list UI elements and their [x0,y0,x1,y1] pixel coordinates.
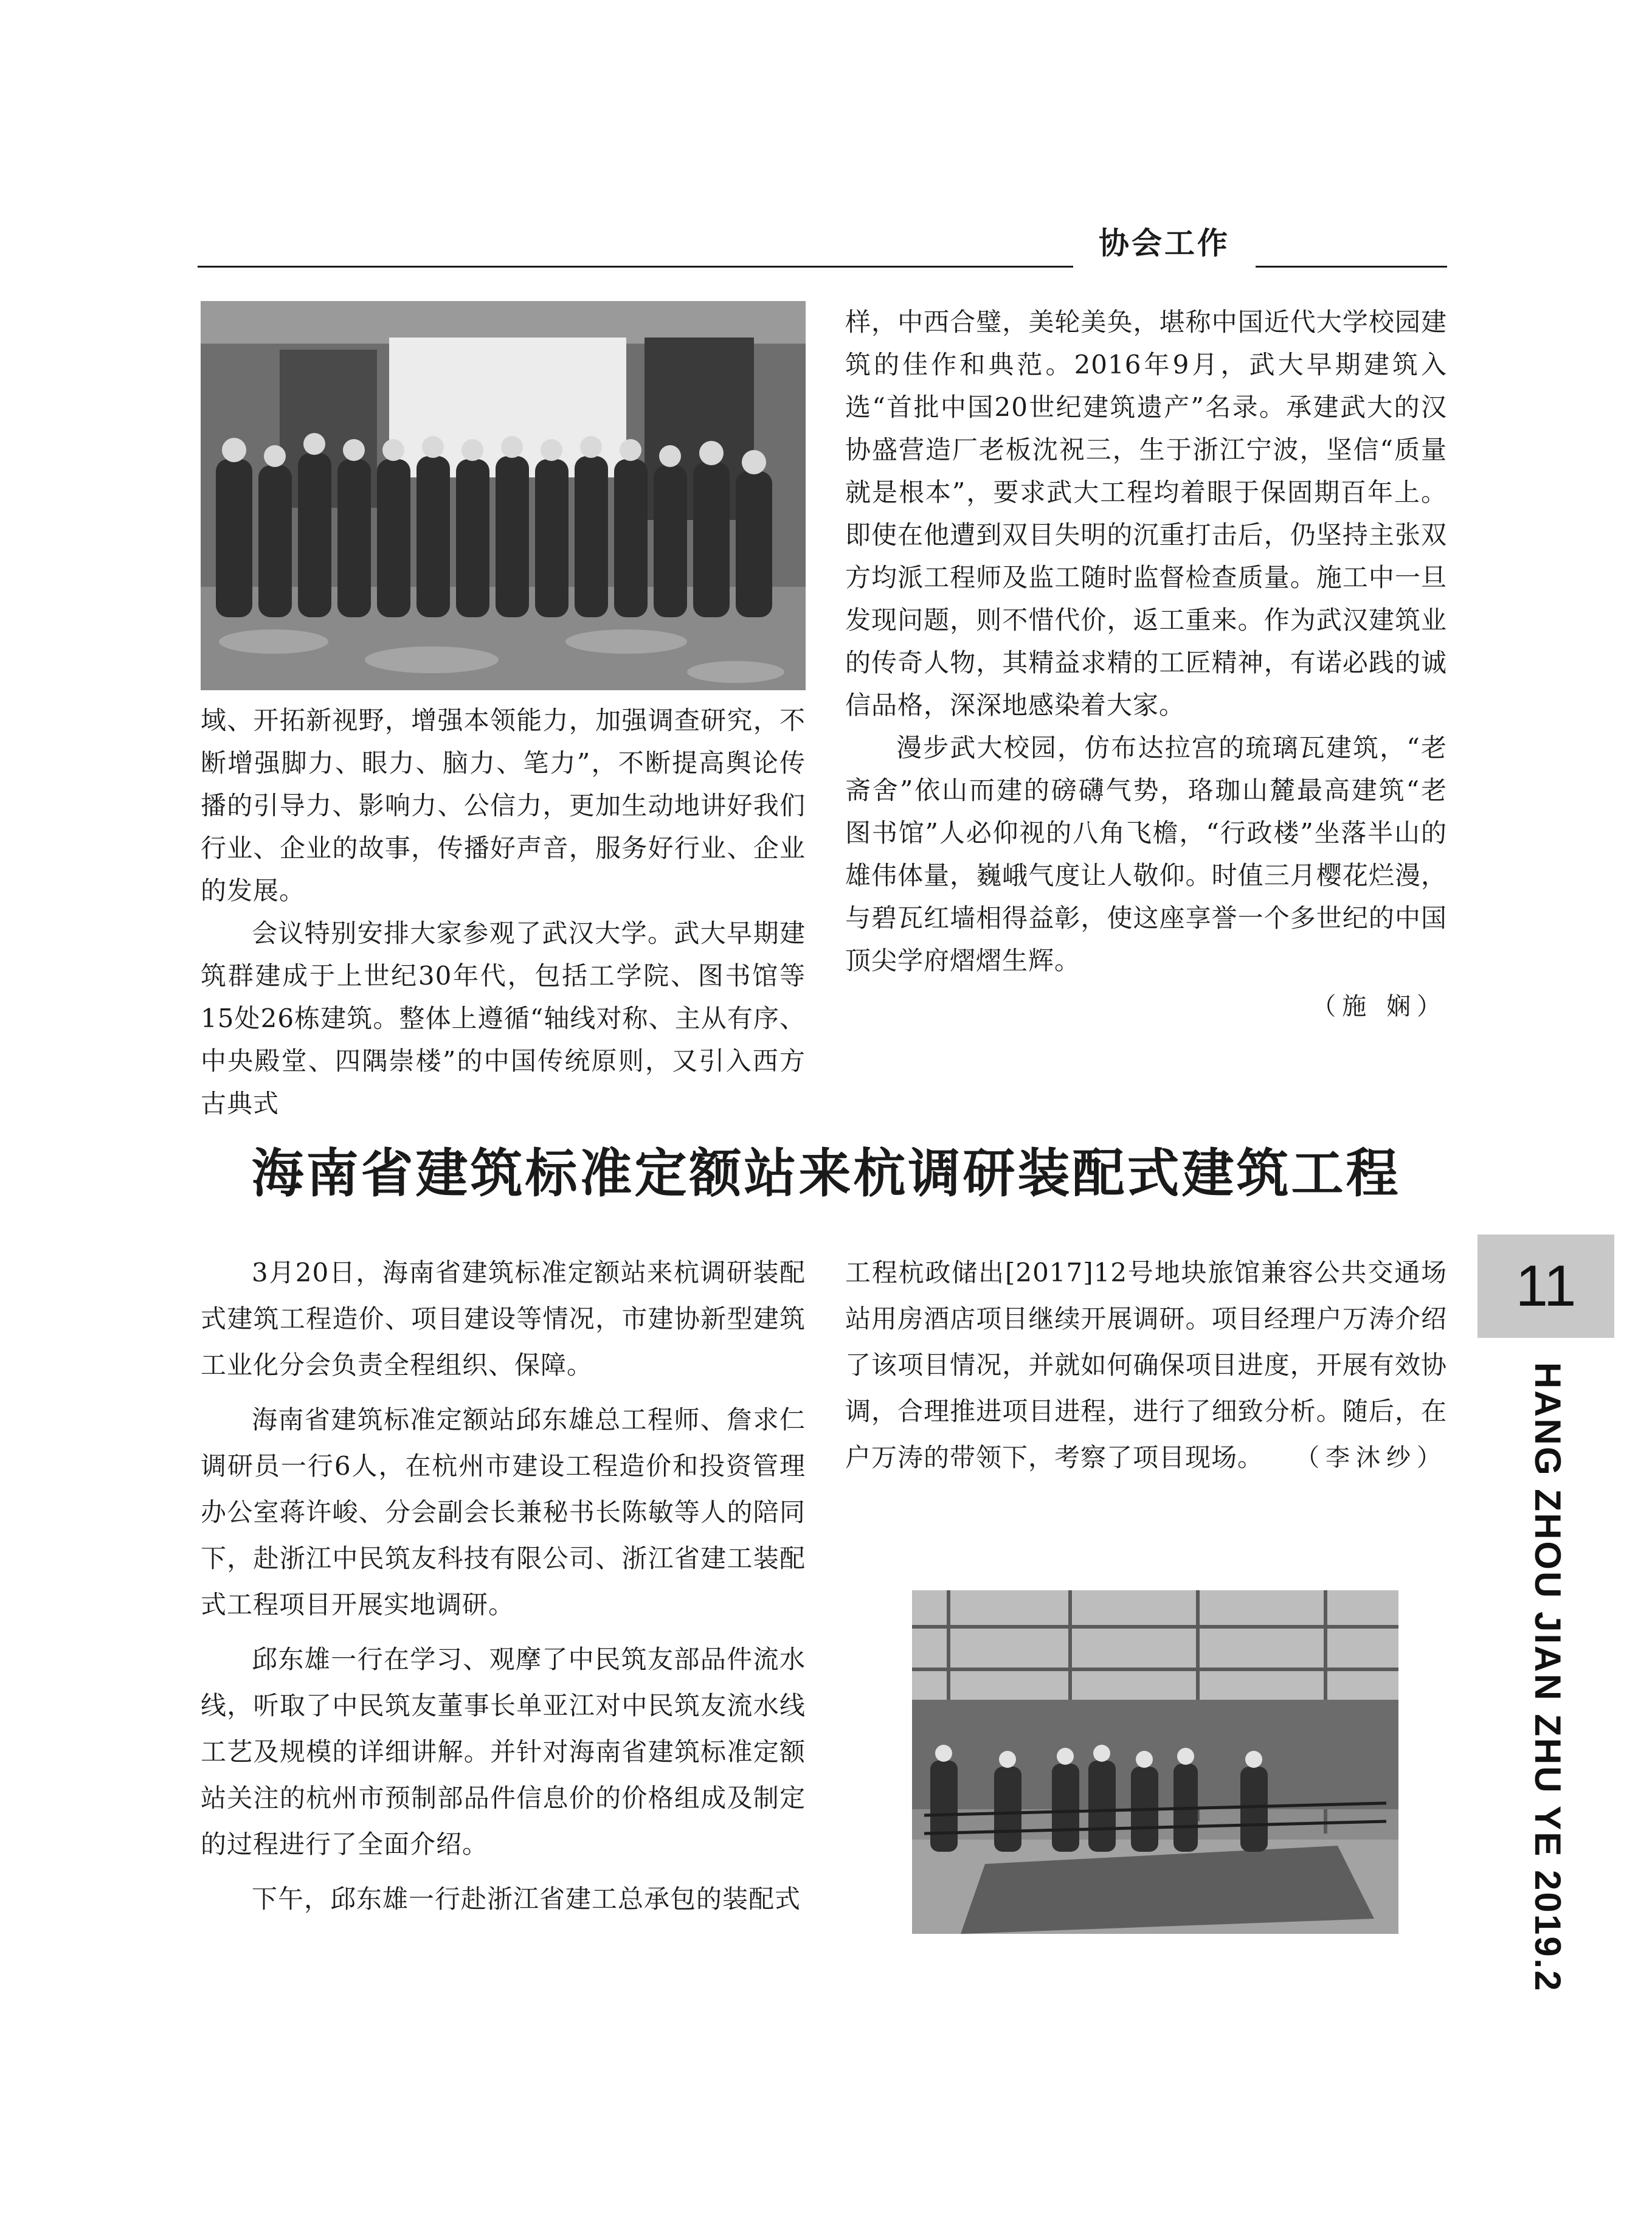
article2-paragraph: 工程杭政储出[2017]12号地块旅馆兼容公共交通场站用房酒店项目继续开展调研。项目经理户万涛介绍了该项目情况，并就如何确保项目进度，开展有效协调，合理推进项目进程，进行了细致分析。随后，在户万涛的带领下，考察了项目现场。 [845,1258,1447,1472]
article2-paragraph: 下午，邱东雄一行赴浙江省建工总承包的装配式 [252,1884,801,1914]
page-number: 11 [1477,1235,1614,1338]
header-rule-right [1256,266,1447,268]
article2-left-column [201,1250,806,1922]
group-photo [201,301,806,690]
factory-photo [912,1590,1398,1934]
article2-headline: 海南省建筑标准定额站来杭调研装配式建筑工程 [251,1143,1401,1204]
article1-left-column [201,699,806,1125]
article2-paragraph: 海南省建筑标准定额站邱东雄总工程师、詹求仁调研员一行6人，在杭州市建设工程造价和投资管理办公室蒋许峻、分会副会长兼秘书长陈敏等人的陪同下，赴浙江中民筑友科技有限公司、浙江省建工装配式工程项目开展实地调研。 [201,1405,806,1619]
article1-paragraph: 域、开拓新视野，增强本领能力，加强调查研究，不断增强脚力、眼力、脑力、笔力”，不断提高舆论传播的引导力、影响力、公信力，更加生动地讲好我们行业、企业的故事，传播好声音，服务好行业、企业的发展。 [201,705,806,906]
article2-paragraph: 3月20日，海南省建筑标准定额站来杭调研装配式建筑工程造价、项目建设等情况，市建协新型建筑工业化分会负责全程组织、保障。 [201,1258,806,1380]
header-rule-left [198,266,1073,268]
section-label: 协会工作 [1099,226,1230,261]
article2-byline: （李沐纱） [1295,1444,1447,1472]
article1-paragraph: 样，中西合璧，美轮美奂，堪称中国近代大学校园建筑的佳作和典范。2016年9月，武大早期建筑入选“首批中国20世纪建筑遗产”名录。承建武大的汉协盛营造厂老板沈祝三，生于浙江宁波，坚信“质量就是根本”，要求武大工程均着眼于保固期百年上。即使在他遭到双目失明的沉重打击后，仍坚持主张双方均派工程师及监工随时监督检查质量。施工中一旦发现问题，则不惜代价，返工重来。作为武汉建筑业的传奇人物，其精益求精的工匠精神，有诺必践的诚信品格，深深地感染着大家。 [845,307,1447,720]
article1-byline: （施 娴） [1312,992,1447,1020]
article1-paragraph: 漫步武大校园，仿布达拉宫的琉璃瓦建筑，“老斋舍”依山而建的磅礴气势，珞珈山麓最高建筑“老图书馆”人必仰视的八角飞檐，“行政楼”坐落半山的雄伟体量，巍峨气度让人敬仰。时值三月樱花烂漫，与碧瓦红墙相得益彰，使这座享誉一个多世纪的中国顶尖学府熠熠生辉。 [845,733,1447,975]
article2-right-column [845,1250,1447,1481]
publication-title: HANG ZHOU JIAN ZHU YE 2019.2 [1527,1362,1568,1993]
article1-right-column [845,301,1447,1022]
article1-paragraph: 会议特别安排大家参观了武汉大学。武大早期建筑群建成于上世纪30年代，包括工学院、图书馆等15处26栋建筑。整体上遵循“轴线对称、主从有序、中央殿堂、四隅崇楼”的中国传统原则，又引入西方古典式 [201,918,806,1118]
article2-paragraph: 邱东雄一行在学习、观摩了中民筑友部品件流水线，听取了中民筑友董事长单亚江对中民筑友流水线工艺及规模的详细讲解。并针对海南省建筑标准定额站关注的杭州市预制部品件信息价的价格组成及制定的过程进行了全面介绍。 [201,1644,806,1859]
